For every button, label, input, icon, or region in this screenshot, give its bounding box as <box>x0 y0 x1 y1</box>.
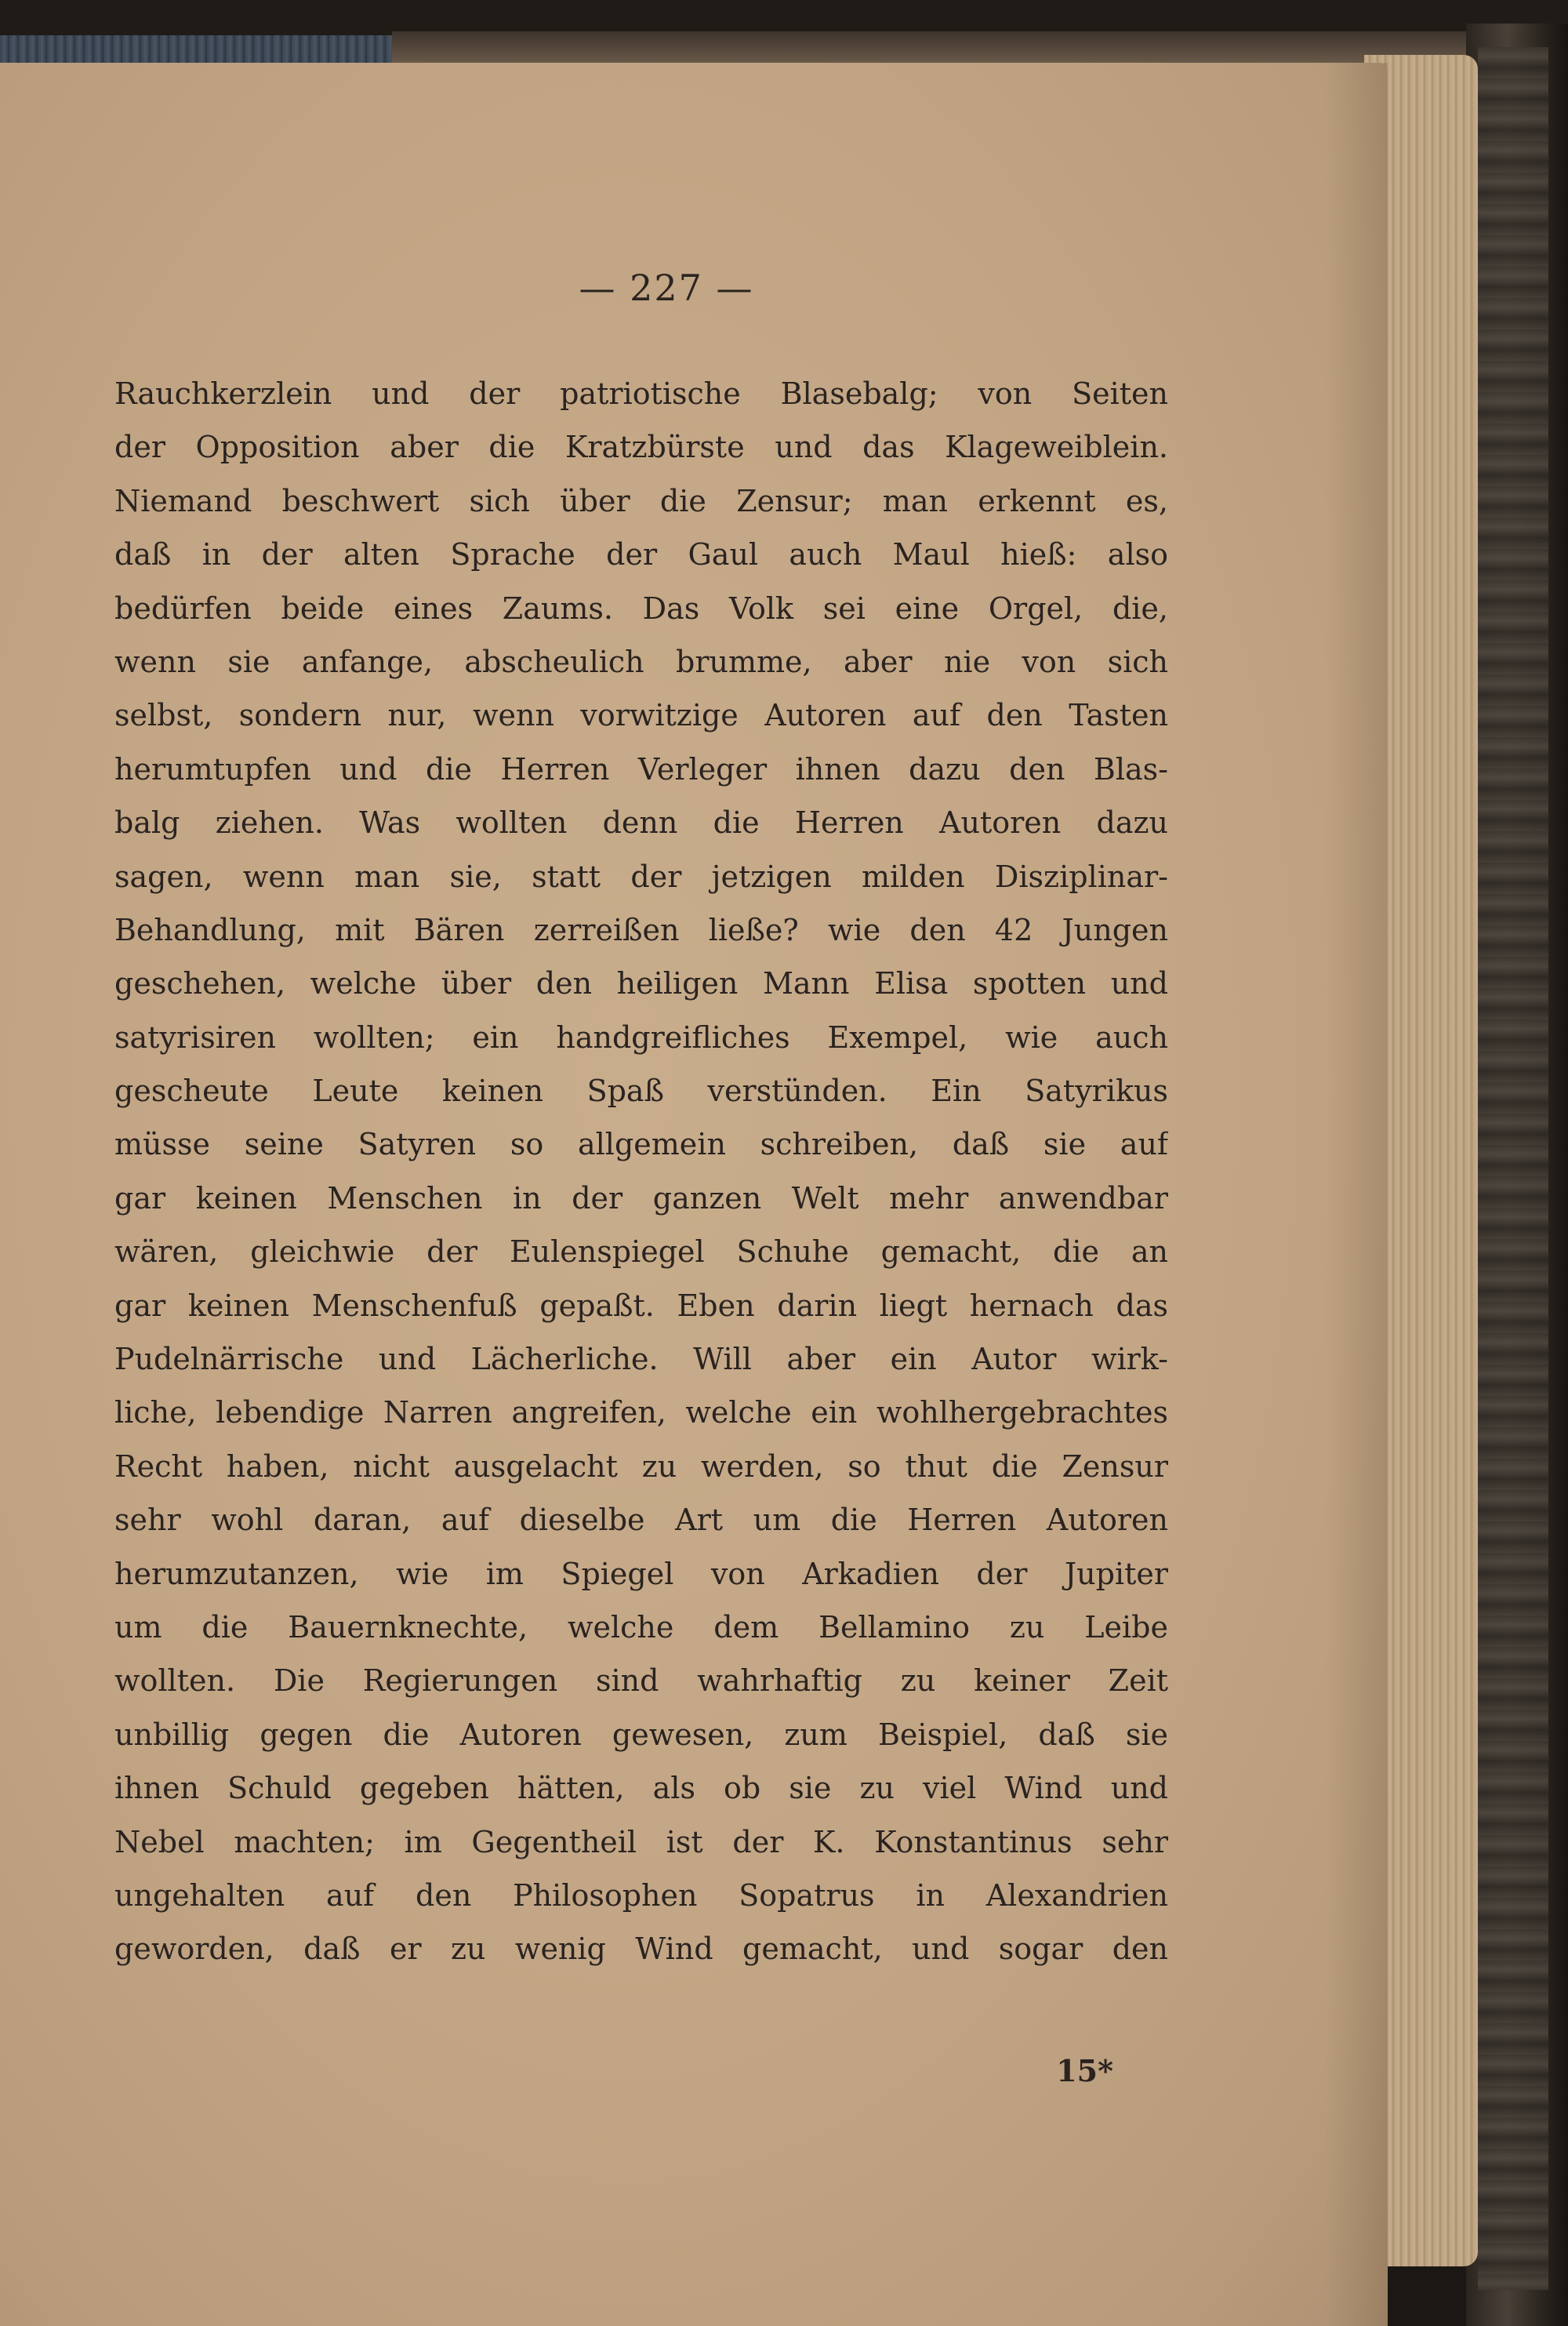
text-line: balg ziehen. Was wollten denn die Herren Autoren dazu <box>114 805 1168 841</box>
text-line: ungehalten auf den Philosophen Sopatrus in Alexandrien <box>114 1877 1168 1913</box>
page-gutter-shadow <box>1325 63 1388 2326</box>
text-line: Rauchkerzlein und der patriotische Blasebalg; von Seiten <box>114 376 1168 411</box>
spine-board <box>1478 47 1548 2290</box>
text-line: satyrisiren wollten; ein handgreifliches Exempel, wie auch <box>114 1019 1168 1055</box>
text-line: gar keinen Menschenfuß gepaßt. Eben darin liegt hernach das <box>114 1288 1168 1323</box>
text-line: selbst, sondern nur, wenn vorwitzige Autoren auf den Tasten <box>114 698 1168 733</box>
signature-mark: 15* <box>1056 2053 1113 2088</box>
text-line: der Opposition aber die Kratzbürste und das Klageweiblein. <box>114 430 1168 465</box>
text-line: sehr wohl daran, auf dieselbe Art um die Herren Autoren <box>114 1503 1168 1538</box>
text-line: gescheute Leute keinen Spaß verstünden. Ein Satyrikus <box>114 1074 1168 1109</box>
text-line: ihnen Schuld gegeben hätten, als ob sie zu viel Wind und <box>114 1771 1168 1806</box>
text-line: bedürfen beide eines Zaums. Das Volk sei eine Orgel, die, <box>114 591 1168 626</box>
text-line: wenn sie anfange, abscheulich brumme, aber nie von sich <box>114 644 1168 679</box>
text-line: Pudelnärrische und Lächerliche. Will aber ein Autor wirk- <box>114 1342 1168 1377</box>
text-line: geschehen, welche über den heiligen Mann Elisa spotten und <box>114 966 1168 1001</box>
body-text <box>114 367 1168 1976</box>
text-line: herumzutanzen, wie im Spiegel von Arkadien der Jupiter <box>114 1556 1168 1591</box>
text-line: Niemand beschwert sich über die Zensur; man erkennt es, <box>114 483 1168 518</box>
text-line: sagen, wenn man sie, statt der jetzigen milden Disziplinar- <box>114 859 1168 894</box>
text-line: herumtupfen und die Herren Verleger ihnen dazu den Blas- <box>114 751 1168 787</box>
text-line: liche, lebendige Narren angreifen, welche ein wohlhergebrachtes <box>114 1395 1168 1430</box>
page-number-header: — 227 — <box>579 267 754 309</box>
text-line: müsse seine Satyren so allgemein schreiben, daß sie auf <box>114 1127 1168 1162</box>
text-line: wollten. Die Regierungen sind wahrhaftig zu keiner Zeit <box>114 1663 1168 1699</box>
text-line: Recht haben, nicht ausgelacht zu werden, so thut die Zensur <box>114 1448 1168 1484</box>
text-line: unbillig gegen die Autoren gewesen, zum Beispiel, daß sie <box>114 1717 1168 1752</box>
text-line: gar keinen Menschen in der ganzen Welt mehr anwendbar <box>114 1180 1168 1216</box>
text-line: Nebel machten; im Gegentheil ist der K. Konstantinus sehr <box>114 1824 1168 1859</box>
text-line: um die Bauernknechte, welche dem Bellamino zu Leibe <box>114 1609 1168 1645</box>
text-line: geworden, daß er zu wenig Wind gemacht, und sogar den <box>114 1932 1168 1967</box>
text-line: Behandlung, mit Bären zerreißen ließe? wie den 42 Jungen <box>114 912 1168 947</box>
text-line: wären, gleichwie der Eulenspiegel Schuhe gemacht, die an <box>114 1234 1168 1270</box>
text-line: daß in der alten Sprache der Gaul auch Maul hieß: also <box>114 537 1168 572</box>
